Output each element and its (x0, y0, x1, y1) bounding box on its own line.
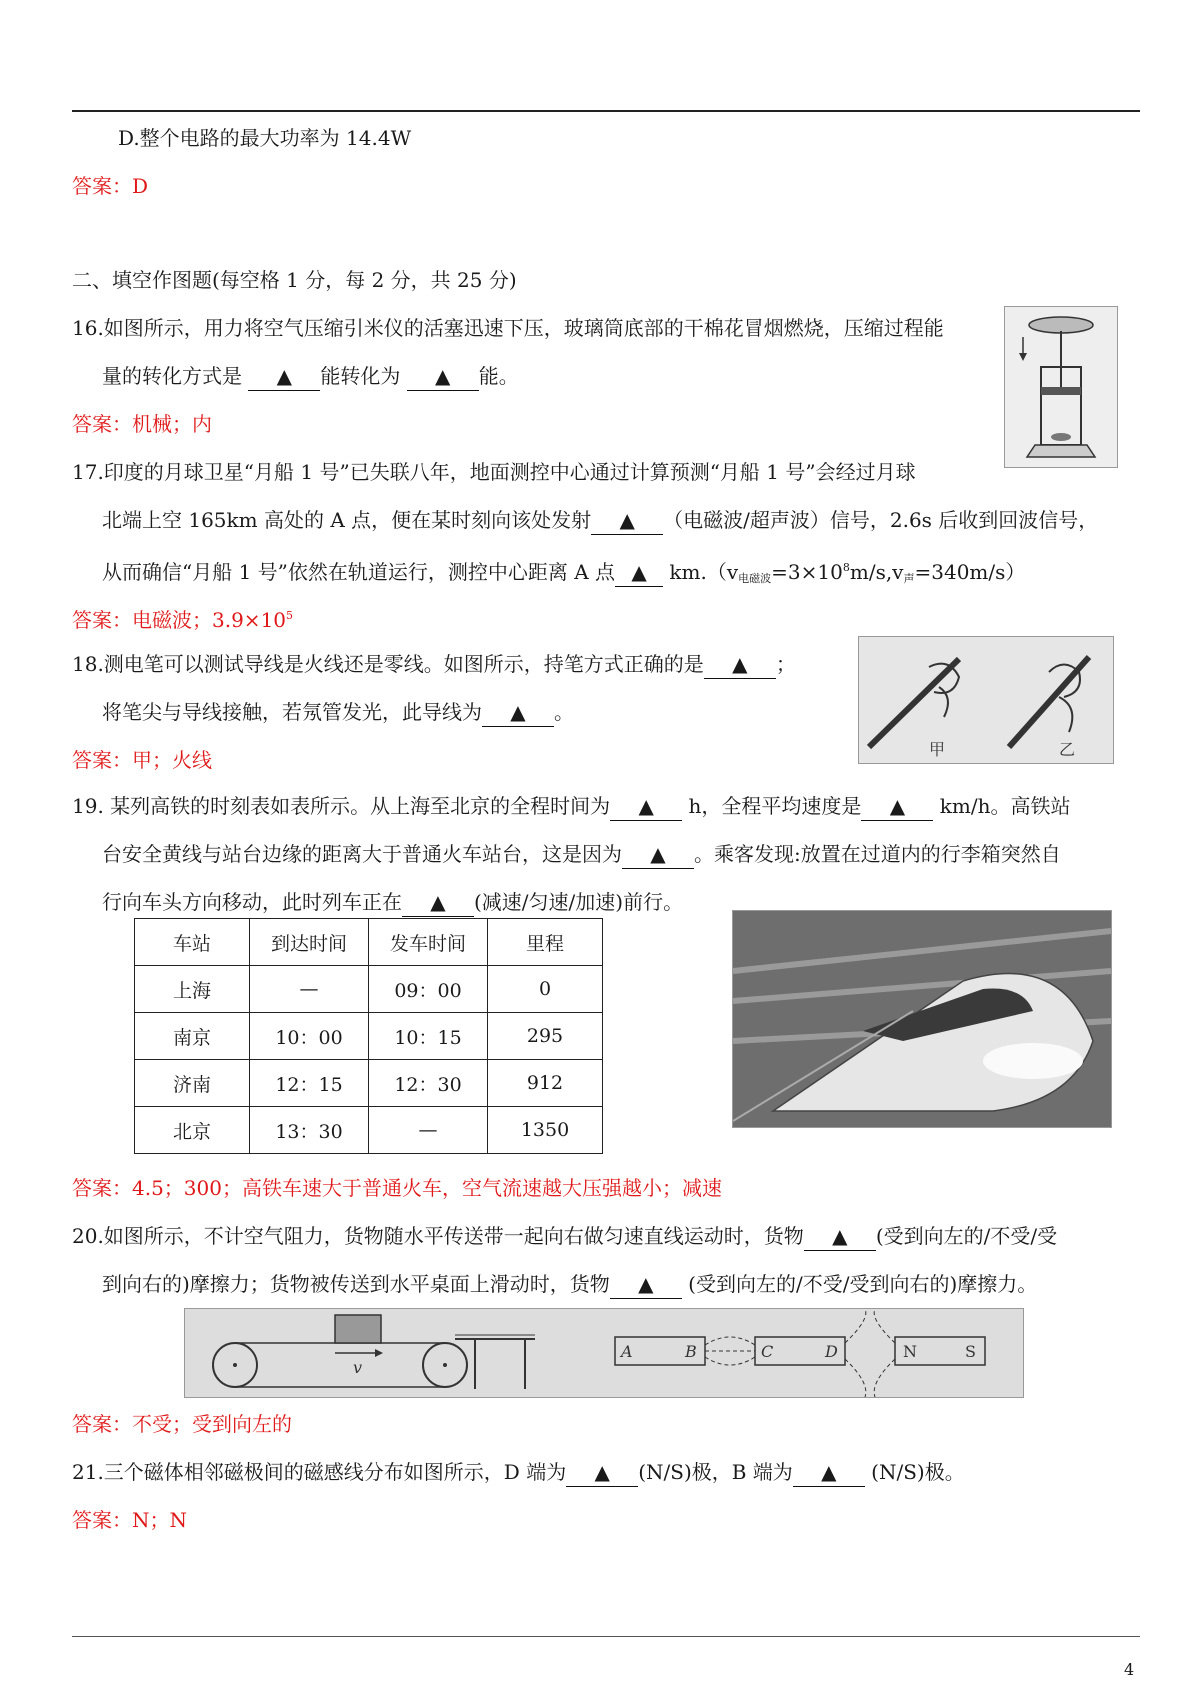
table-cell: 12：15 (250, 1060, 369, 1107)
q19-blank-1: ▲ (610, 792, 682, 821)
air-compression-drawing (1005, 307, 1117, 467)
q16-answer: 答案：机械；内 (72, 412, 212, 436)
q19-blank-2: ▲ (861, 792, 933, 821)
q16-blank-2: ▲ (407, 362, 479, 391)
table-cell: 南京 (135, 1013, 250, 1060)
magnet-label-c: C (761, 1342, 774, 1361)
test-pen-figure (858, 636, 1114, 764)
q20-text-c: 到向右的)摩擦力；货物被传送到水平桌面上滑动时，货物 (102, 1272, 610, 1296)
table-cell: 12：30 (369, 1060, 488, 1107)
q15-option-d: D.整个电路的最大功率为 14.4W (118, 126, 412, 150)
q20-answer: 答案：不受；受到向左的 (72, 1412, 292, 1436)
q19-line3 (102, 888, 683, 917)
q19-text-d: 台安全黄线与站台边缘的距离大于普通火车站台，这是因为 (102, 842, 622, 866)
table-cell: 0 (488, 966, 603, 1013)
q16-blank-1: ▲ (248, 362, 320, 391)
fig-label-yi: 乙 (1059, 740, 1076, 759)
timetable-header-row (135, 919, 603, 966)
table-row (135, 966, 603, 1013)
q21-text-b: (N/S)极，B 端为 (638, 1460, 793, 1484)
q15-answer: 答案：D (72, 174, 149, 198)
q19-text-g: (减速/匀速/加速)前行。 (474, 890, 684, 914)
conveyor-and-magnets-figure (184, 1308, 1024, 1398)
q19-text-a: 19. 某列高铁的时刻表如表所示。从上海至北京的全程时间为 (72, 794, 611, 818)
q17-text-a: 北端上空 165km 高处的 A 点，便在某时刻向该处发射 (102, 508, 592, 532)
timetable (134, 918, 603, 1154)
table-cell: 13：30 (250, 1107, 369, 1154)
q20-line1 (72, 1222, 1057, 1251)
q17-blank-1: ▲ (591, 506, 663, 535)
q19-blank-4: ▲ (402, 888, 474, 917)
q19-text-c: km/h。高铁站 (933, 794, 1071, 818)
q20-line2 (102, 1270, 1037, 1299)
q17-sup: 8 (842, 561, 850, 574)
timetable-header: 发车时间 (369, 919, 488, 966)
q20-text-d: (受到向左的/不受/受到向右的)摩擦力。 (681, 1272, 1038, 1296)
q17-text-c: 从而确信“月船 1 号”依然在轨道运行，测控中心距离 A 点 (102, 560, 616, 584)
header-rule (72, 110, 1140, 112)
q17-text-d: km.（v (663, 560, 739, 584)
velocity-label: v (353, 1358, 363, 1377)
q16-text-a: 量的转化方式是 (102, 364, 249, 388)
timetable-header: 里程 (488, 919, 603, 966)
q17-sub-sound: 声 (903, 572, 915, 585)
q20-text-b: (受到向左的/不受/受 (875, 1224, 1058, 1248)
q17-line3 (102, 554, 1025, 593)
q18-text-b: ； (775, 652, 796, 676)
q17-line2 (102, 506, 1098, 535)
q19-text-b: h，全程平均速度是 (682, 794, 862, 818)
table-cell: — (369, 1107, 488, 1154)
q18-text-d: 。 (554, 700, 574, 724)
timetable-header: 车站 (135, 919, 250, 966)
page-number: 4 (1124, 1660, 1135, 1679)
q19-answer: 答案：4.5；300；高铁车速大于普通火车，空气流速越大压强越小；减速 (72, 1176, 722, 1200)
q18-answer: 答案：甲；火线 (72, 748, 212, 772)
table-cell: 295 (488, 1013, 603, 1060)
q16-text-c: 能。 (478, 364, 519, 388)
q21-answer: 答案：N；N (72, 1508, 187, 1532)
q17-text-b: （电磁波/超声波）信号，2.6s 后收到回波信号， (663, 508, 1099, 532)
q16-line1: 16.如图所示，用力将空气压缩引米仪的活塞迅速下压，玻璃筒底部的干棉花冒烟燃烧，压缩过程能 (72, 316, 944, 340)
table-cell: 10：00 (250, 1013, 369, 1060)
train-drawing (733, 911, 1111, 1127)
q20-text-a: 20.如图所示，不计空气阻力，货物随水平传送带一起向右做匀速直线运动时，货物 (72, 1224, 804, 1248)
q17-text-g: =340m/s） (914, 560, 1026, 584)
q16-line2 (102, 362, 519, 391)
q17-answer-text: 答案：电磁波；3.9×10 (72, 608, 287, 632)
q19-text-e: 。乘客发现:放置在过道内的行李箱突然自 (694, 842, 1061, 866)
timetable-header: 到达时间 (250, 919, 369, 966)
table-row (135, 1013, 603, 1060)
q21-blank-2: ▲ (793, 1458, 865, 1487)
q17-sub-em: 电磁波 (738, 572, 772, 585)
q17-line1: 17.印度的月球卫星“月船 1 号”已失联八年，地面测控中心通过计算预测“月船 1 号”会经过月球 (72, 460, 916, 484)
q19-text-f: 行向车头方向移动，此时列车正在 (102, 890, 402, 914)
q17-answer (72, 602, 293, 634)
q18-text-c: 将笔尖与导线接触，若氖管发光，此导线为 (102, 700, 482, 724)
q21-line1 (72, 1458, 965, 1487)
table-cell: 济南 (135, 1060, 250, 1107)
magnet-label-s: S (965, 1342, 976, 1361)
q21-blank-1: ▲ (566, 1458, 638, 1487)
q17-text-e: =3×10 (771, 560, 843, 584)
q17-blank-2: ▲ (615, 558, 663, 587)
q19-line1 (72, 792, 1070, 821)
q20-blank-1: ▲ (804, 1222, 876, 1251)
table-cell: 北京 (135, 1107, 250, 1154)
table-row (135, 1107, 603, 1154)
magnet-label-d: D (825, 1342, 838, 1361)
q20-blank-2: ▲ (610, 1270, 682, 1299)
table-cell: 10：15 (369, 1013, 488, 1060)
conveyor-magnets-drawing (185, 1309, 1023, 1397)
section-title: 二、填空作图题(每空格 1 分，每 2 分，共 25 分) (72, 268, 517, 292)
footer-rule (72, 1636, 1140, 1637)
table-cell: 09：00 (369, 966, 488, 1013)
table-cell: 上海 (135, 966, 250, 1013)
q18-text-a: 18.测电笔可以测试导线是火线还是零线。如图所示，持笔方式正确的是 (72, 652, 704, 676)
q18-blank-2: ▲ (482, 698, 554, 727)
magnet-label-b: B (685, 1342, 697, 1361)
table-cell: — (250, 966, 369, 1013)
table-cell: 912 (488, 1060, 603, 1107)
air-compression-figure (1004, 306, 1118, 468)
q21-text-a: 21.三个磁体相邻磁极间的磁感线分布如图所示，D 端为 (72, 1460, 567, 1484)
high-speed-train-photo (732, 910, 1112, 1128)
magnet-label-a: A (621, 1342, 633, 1361)
table-row (135, 1060, 603, 1107)
q21-text-c: (N/S)极。 (864, 1460, 965, 1484)
q18-line2 (102, 698, 574, 727)
test-pen-drawing (859, 637, 1113, 763)
fig-label-jia: 甲 (929, 740, 946, 759)
table-cell: 1350 (488, 1107, 603, 1154)
q17-text-f: m/s,v (849, 560, 904, 584)
q18-line1 (72, 650, 796, 679)
q16-text-b: 能转化为 (320, 364, 407, 388)
q17-answer-sup: 5 (286, 609, 294, 622)
magnet-label-n: N (903, 1342, 917, 1361)
q19-line2 (102, 840, 1061, 869)
q18-blank-1: ▲ (704, 650, 776, 679)
q19-blank-3: ▲ (622, 840, 694, 869)
